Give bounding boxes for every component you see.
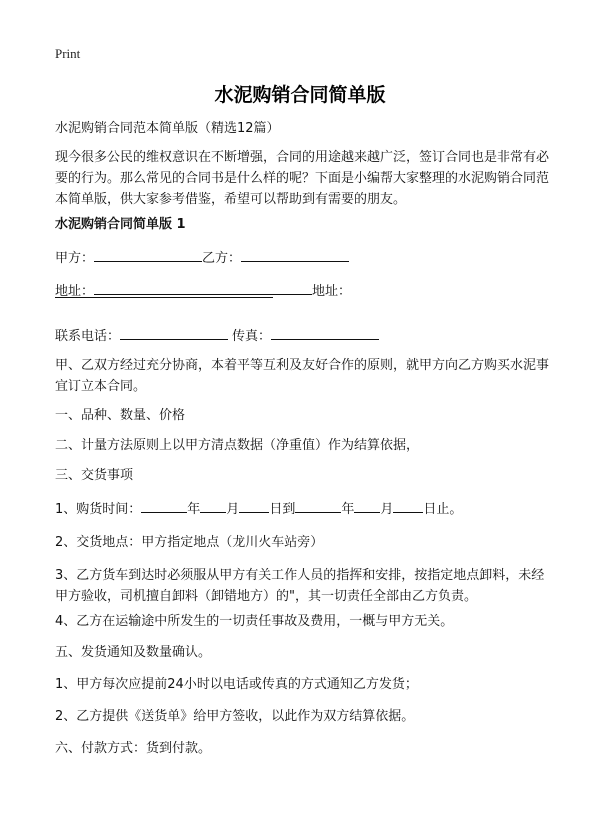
start-day-label: 日到 [269,502,296,517]
document-title: 水泥购销合同简单版 [214,84,386,106]
party-a-blank[interactable] [94,247,202,262]
phone-label: 联系电话： [55,329,121,344]
address-label-b: 地址： [312,284,352,299]
end-year-label: 年 [341,502,355,517]
fax-blank[interactable] [271,325,379,340]
delivery-place: 2、交货地点：甲方指定地点（龙川火车站旁） [55,535,324,550]
end-day-label: 日止。 [423,502,463,517]
end-year-blank[interactable] [295,498,341,513]
purchase-time-label: 1、购货时间： [55,502,142,517]
party-row [55,247,349,269]
party-b-label: 乙方： [202,251,242,266]
section-heading: 水泥购销合同简单版 1 [55,217,186,232]
start-year-label: 年 [187,502,201,517]
end-month-blank[interactable] [354,498,380,513]
clause-6: 六、付款方式：货到付款。 [55,741,212,756]
party-a-label: 甲方： [55,251,95,266]
clause-3-item-3: 3、乙方货车到达时必须服从甲方有关工作人员的指挥和安排，按指定地点卸料，未经甲方验收，司机擅自卸料（卸错地方）的"，其一切责任全部由乙方负责。 [55,568,545,604]
clause-1: 一、品种、数量、价格 [55,408,186,423]
clause-5: 五、发货通知及数量确认。 [55,645,212,660]
end-month-label: 月 [380,502,394,517]
purchase-time-row [55,498,462,520]
address-b-blank[interactable] [55,297,273,298]
preamble-paragraph: 甲、乙双方经过充分协商，本着平等互利及友好合作的原则，就甲方向乙方购买水泥事宜订立本合同。 [55,358,550,394]
document-subtitle: 水泥购销合同范本简单版（精选12篇） [55,121,280,136]
intro-paragraph: 现今很多公民的维权意识在不断增强，合同的用途越来越广泛，签订合同也是非常有必要的行为。那么常见的合同书是什么样的呢？下面是小编帮大家整理的水泥购销合同范本简单版，供大家参考借鉴，希望可以帮助到有需要的朋友。 [55,150,550,207]
phone-blank[interactable] [120,325,228,340]
contact-row [55,325,379,347]
start-day-blank[interactable] [239,498,269,513]
clause-2: 二、计量方法原则上以甲方清点数据（净重值）作为结算依据， [55,438,420,453]
clause-3-item-4: 4、乙方在运输途中所发生的一切责任事故及费用，一概与甲方无关。 [55,614,454,629]
address-label-a: 地址： [55,284,95,299]
fax-label: 传真： [232,329,272,344]
clause-3: 三、交货事项 [55,468,134,483]
start-year-blank[interactable] [141,498,187,513]
address-row [55,280,351,302]
address-a-blank[interactable] [94,280,312,295]
start-month-blank[interactable] [200,498,226,513]
start-month-label: 月 [226,502,240,517]
clause-5-item-1: 1、甲方每次应提前24小时以电话或传真的方式通知乙方发货； [55,677,418,692]
end-day-blank[interactable] [393,498,423,513]
clause-5-item-2: 2、乙方提供《送货单》给甲方签收，以此作为双方结算依据。 [55,709,415,724]
print-link[interactable]: Print [55,46,81,61]
party-b-blank[interactable] [241,247,349,262]
